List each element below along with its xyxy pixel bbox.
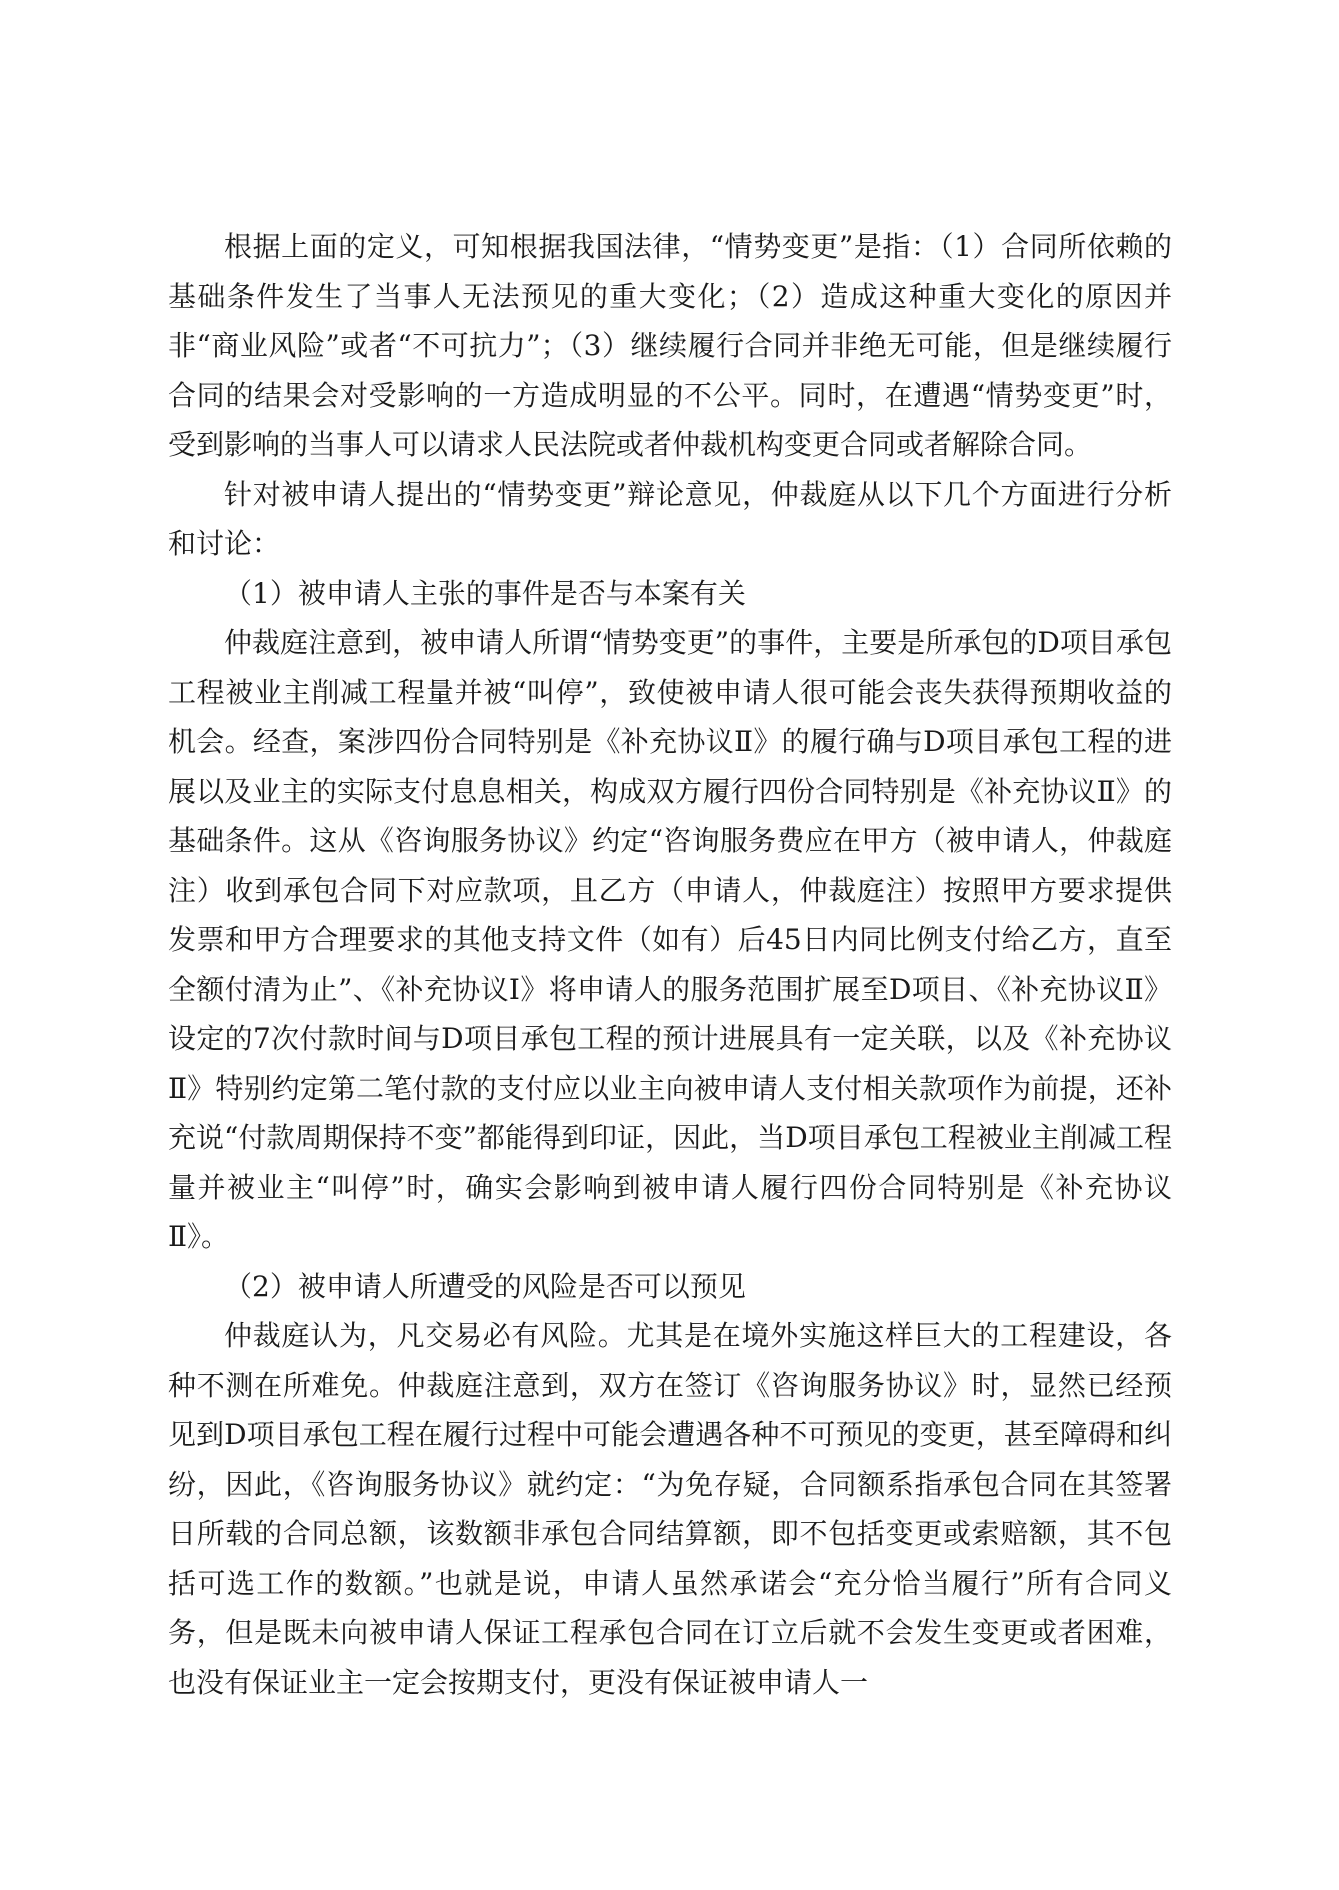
section-heading-1: （1）被申请人主张的事件是否与本案有关	[224, 576, 746, 610]
section-heading-2: （2）被申请人所遭受的风险是否可以预见	[224, 1269, 746, 1303]
paragraph-analysis-intro: 针对被申请人提出的“情势变更”辩论意见，仲裁庭从以下几个方面进行分析和讨论：	[168, 477, 1172, 560]
paragraph-section-2-body: 仲裁庭认为，凡交易必有风险。尤其是在境外实施这样巨大的工程建设，各种不测在所难免。仲裁庭注意到，双方在签订《咨询服务协议》时，显然已经预见到D项目承包工程在履行过程中可能会遭遇各种不可预见的变更，甚至障碍和纠纷，因此，《咨询服务协议》就约定：“为免存疑，合同额系指承包合同在其签署日所载的合同总额，该数额非承包合同结算额，即不包括变更或索赔额，其不包括可选工作的数额。”也就是说，申请人虽然承诺会“充分恰当履行”所有合同义务，但是既未向被申请人保证工程承包合同在订立后就不会发生变更或者困难，也没有保证业主一定会按期支付，更没有保证被申请人一	[168, 1319, 1172, 1699]
paragraph-definition: 根据上面的定义，可知根据我国法律，“情势变更”是指：（1）合同所依赖的基础条件发生了当事人无法预见的重大变化；（2）造成这种重大变化的原因并非“商业风险”或者“不可抗力”；（3）继续履行合同并非绝无可能，但是继续履行合同的结果会对受影响的一方造成明显的不公平。同时，在遭遇“情势变更”时，受到影响的当事人可以请求人民法院或者仲裁机构变更合同或者解除合同。	[168, 230, 1172, 461]
paragraph-section-1-body: 仲裁庭注意到，被申请人所谓“情势变更”的事件，主要是所承包的D项目承包工程被业主削减工程量并被“叫停”，致使被申请人很可能会丧失获得预期收益的机会。经查，案涉四份合同特别是《补充协议Ⅱ》的履行确与D项目承包工程的进展以及业主的实际支付息息相关，构成双方履行四份合同特别是《补充协议Ⅱ》的基础条件。这从《咨询服务协议》约定“咨询服务费应在甲方（被申请人，仲裁庭注）收到承包合同下对应款项，且乙方（申请人，仲裁庭注）按照甲方要求提供发票和甲方合理要求的其他支持文件（如有）后45日内同比例支付给乙方，直至全额付清为止”、《补充协议I》将申请人的服务范围扩展至D项目、《补充协议Ⅱ》设定的7次付款时间与D项目承包工程的预计进展具有一定关联，以及《补充协议Ⅱ》特别约定第二笔付款的支付应以业主向被申请人支付相关款项作为前提，还补充说“付款周期保持不变”都能得到印证，因此，当D项目承包工程被业主削减工程量并被业主“叫停”时，确实会影响到被申请人履行四份合同特别是《补充协议Ⅱ》。	[168, 626, 1172, 1253]
document-page	[168, 222, 1172, 1707]
